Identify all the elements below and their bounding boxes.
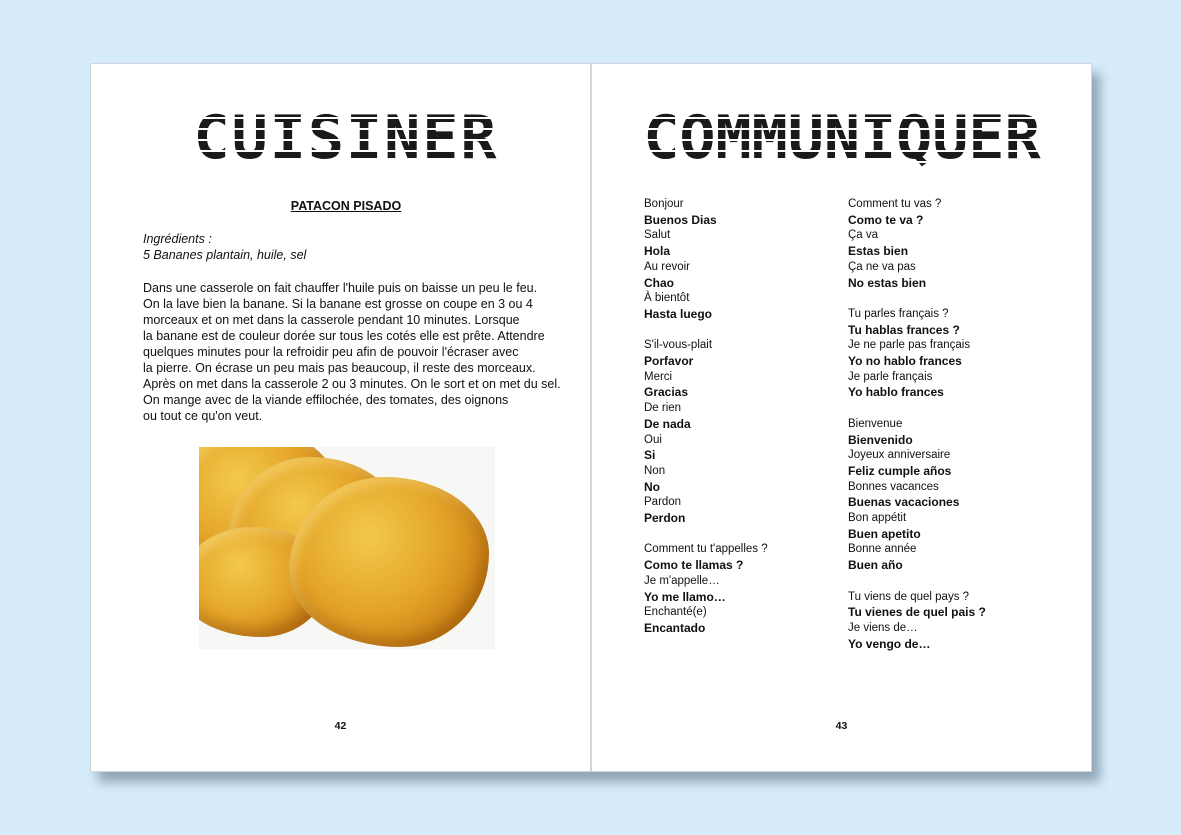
spanish-phrase: Yo hablo frances [848, 385, 944, 400]
french-phrase: Joyeux anniversaire [848, 449, 951, 462]
instruction-line: la pierre. On écrase un peu mais pas beaucoup, il reste des morceaux. [143, 361, 536, 375]
spanish-phrase: Buen año [848, 558, 903, 573]
spanish-phrase: Yo vengo de… [848, 636, 931, 651]
recipe-title: PATACON PISADO [290, 199, 402, 213]
french-phrase: Je viens de… [848, 621, 918, 634]
spanish-phrase: Buenas vacaciones [848, 495, 960, 510]
phrase-group [644, 542, 844, 636]
left-page [90, 63, 591, 772]
spanish-phrase: Feliz cumple años [848, 463, 952, 478]
phrase-group [848, 307, 1048, 401]
page-number: 43 [835, 720, 848, 732]
page-title: CUISINER [91, 108, 601, 168]
ingredients-list: 5 Bananes plantain, huile, sel [143, 248, 307, 262]
french-phrase: Bonjour [644, 198, 684, 210]
phrase-group [644, 197, 844, 323]
spanish-phrase: Como te va ? [848, 212, 924, 227]
instruction-line: Après on met dans la casserole 2 ou 3 minutes. On le sort et on met du sel. [143, 377, 561, 391]
phrase-column-left [644, 197, 844, 652]
french-phrase: De rien [644, 402, 682, 415]
recipe-instructions [143, 280, 563, 424]
spanish-phrase: Buenos Dias [644, 212, 717, 227]
page-number: 42 [334, 720, 347, 732]
french-phrase: Oui [644, 433, 662, 446]
ingredients-label: Ingrédients : [143, 232, 212, 246]
spanish-phrase: No estas bien [848, 275, 927, 290]
spanish-phrase: Buen apetito [848, 526, 921, 541]
french-phrase: Tu viens de quel pays ? [848, 590, 970, 603]
instruction-line: morceaux et on met dans la casserole pendant 10 minutes. Lorsque [143, 313, 520, 327]
instruction-line: Dans une casserole on fait chauffer l'huile puis on baisse un peu le feu. [143, 281, 538, 295]
spanish-phrase: No [644, 479, 660, 494]
book-spread [90, 63, 1092, 772]
french-phrase: Ça ne va pas [848, 260, 916, 273]
french-phrase: Je m'appelle… [644, 574, 720, 587]
phrase-group [848, 590, 1048, 653]
french-phrase: Bon appétit [848, 512, 907, 525]
spanish-phrase: Bienvenido [848, 432, 913, 447]
french-phrase: Comment tu t'appelles ? [644, 543, 768, 556]
spanish-phrase: Perdon [644, 511, 686, 526]
spanish-phrase: Si [644, 448, 656, 463]
page-title: COMMUNIQUER [592, 108, 1092, 168]
spanish-phrase: Yo me llamo… [644, 589, 726, 604]
instruction-line: la banane est de couleur dorée sur tous les cotés elle est prête. Attendre [143, 329, 545, 343]
french-phrase: Bonne année [848, 543, 917, 556]
french-phrase: Bienvenue [848, 417, 903, 430]
ingredients [143, 231, 563, 263]
patacon-photo [199, 447, 495, 649]
french-phrase: Je parle français [848, 370, 933, 383]
spanish-phrase: Gracias [644, 385, 689, 400]
french-phrase: Au revoir [644, 260, 691, 273]
french-phrase: Non [644, 464, 666, 477]
french-phrase: Merci [644, 370, 673, 383]
french-phrase: Ça va [848, 229, 879, 242]
instruction-line: On mange avec de la viande effilochée, des tomates, des oignons [143, 393, 509, 407]
instruction-line: On la lave bien la banane. Si la banane est grosse on coupe en 3 ou 4 [143, 297, 533, 311]
french-phrase: S'il-vous-plait [644, 339, 713, 352]
french-phrase: Salut [644, 229, 671, 242]
phrase-group [848, 197, 1048, 291]
french-phrase: Tu parles français ? [848, 307, 949, 320]
french-phrase: Pardon [644, 496, 682, 509]
instruction-line: quelques minutes pour la refroidir peu afin de pouvoir l'écraser avec [143, 345, 519, 359]
french-phrase: Bonnes vacances [848, 480, 939, 493]
spanish-phrase: Hasta luego [644, 306, 713, 321]
spanish-phrase: Porfavor [644, 354, 694, 369]
instruction-line: ou tout ce qu'on veut. [143, 409, 263, 423]
spanish-phrase: Tu hablas frances ? [848, 322, 960, 337]
spanish-phrase: Encantado [644, 620, 706, 635]
phrase-group [848, 417, 1048, 574]
spanish-phrase: Estas bien [848, 244, 909, 259]
right-page [591, 63, 1092, 772]
spanish-phrase: Chao [644, 275, 674, 290]
french-phrase: Enchanté(e) [644, 606, 707, 619]
french-phrase: Je ne parle pas français [848, 339, 971, 352]
spanish-phrase: Tu vienes de quel pais ? [848, 605, 986, 620]
spanish-phrase: Como te llamas ? [644, 558, 744, 573]
spanish-phrase: Hola [644, 244, 671, 259]
spanish-phrase: De nada [644, 416, 691, 431]
phrase-column-right [848, 197, 1048, 668]
phrase-group [644, 338, 844, 526]
spanish-phrase: Yo no hablo frances [848, 354, 962, 369]
french-phrase: Comment tu vas ? [848, 198, 942, 210]
french-phrase: À bientôt [644, 292, 690, 305]
